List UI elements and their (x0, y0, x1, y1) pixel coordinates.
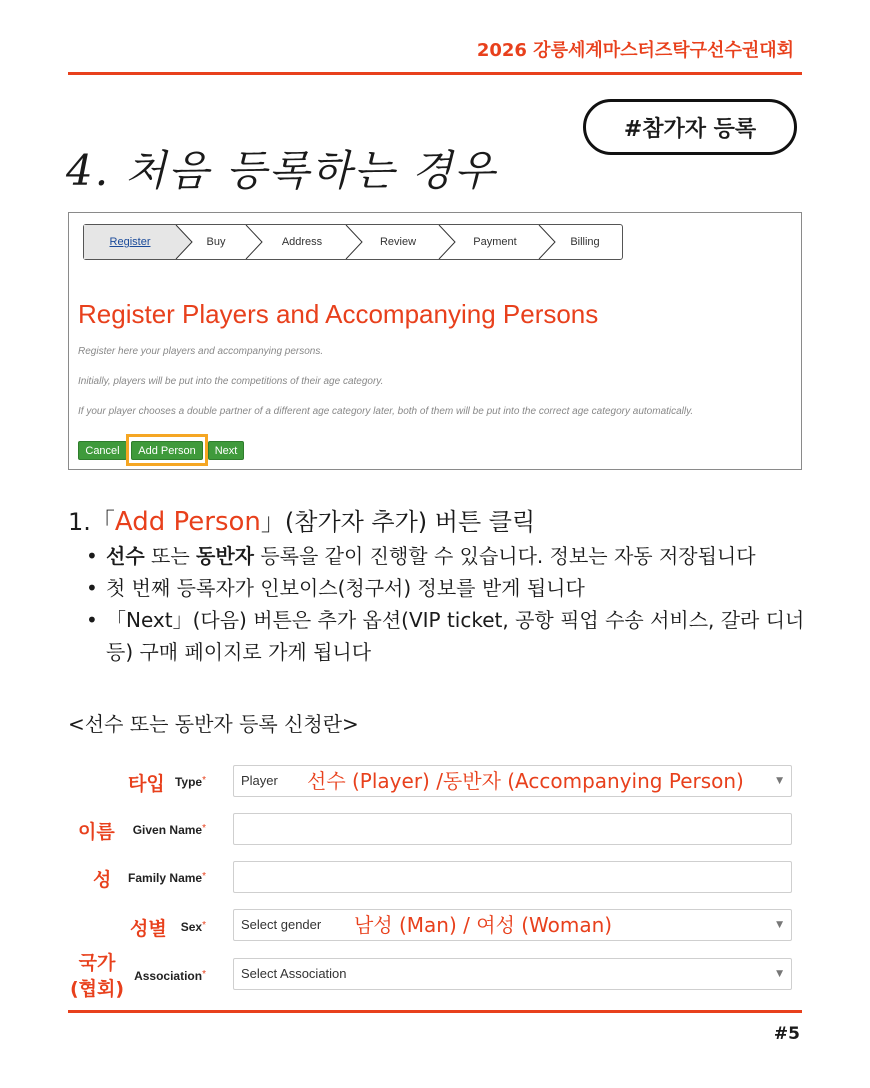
section-tag: #참가자 등록 (583, 99, 797, 155)
sex-label: Sex* (180, 920, 206, 934)
add-person-button[interactable]: Add Person (131, 441, 203, 460)
sex-value: Select gender (241, 917, 322, 932)
given-name-label: Given Name* (132, 823, 206, 837)
section-title: 4. 처음 등록하는 경우 (66, 146, 497, 195)
cancel-button[interactable]: Cancel (78, 441, 127, 460)
register-heading: Register Players and Accompanying Persons (78, 299, 599, 329)
step1-suffix: 」(참가자 추가) 버튼 클릭 (260, 508, 536, 536)
step-buy[interactable]: Buy (206, 236, 226, 248)
register-partner-line: If your player chooses a double partner of a different age category later, both of them will be put into the correct age category automatically. (78, 406, 694, 417)
chevron-down-icon: ▼ (776, 776, 783, 786)
type-select[interactable] (233, 765, 792, 797)
form-caption: <선수 또는 동반자 등록 신청란> (68, 712, 359, 736)
bullet-rest: 등록을 같이 진행할 수 있습니다. 정보는 자동 저장됩니다 (253, 544, 756, 568)
association-korean-label (70, 950, 124, 1002)
family-name-label: Family Name* (128, 871, 206, 885)
association-korean-line2: (협회) (70, 978, 125, 1000)
sex-korean-label: 성별 (130, 918, 167, 940)
bullet-item (86, 540, 806, 572)
sex-select[interactable] (233, 909, 792, 941)
instruction-bullets (86, 540, 806, 668)
bullet-companion-bold: 동반자 (196, 544, 254, 568)
checkout-steps (83, 224, 623, 260)
type-korean-label: 타입 (128, 773, 165, 795)
association-label: Association* (134, 969, 206, 983)
given-name-korean-label: 이름 (78, 821, 115, 843)
chevron-down-icon: ▼ (776, 920, 783, 930)
family-name-korean-label: 성 (93, 869, 112, 891)
step-register[interactable]: Register (109, 236, 151, 248)
bullet-item: • 「Next」(다음) 버튼은 추가 옵션(VIP ticket, 공항 픽업 수송 서비스, 갈라 디너 등) 구매 페이지로 가게 됩니다 (86, 604, 806, 668)
association-korean-line1: 국가 (78, 952, 116, 974)
add-person-highlight (126, 434, 208, 466)
bullet-item: • 첫 번째 등록자가 인보이스(청구서) 정보를 받게 됩니다 (86, 572, 806, 604)
registration-screenshot (68, 212, 802, 470)
type-annotation: 선수 (Player) /동반자 (Accompanying Person) (307, 769, 744, 793)
sex-annotation: 남성 (Man) / 여성 (Woman) (354, 913, 613, 937)
step-review[interactable]: Review (379, 236, 417, 248)
association-value: Select Association (241, 966, 347, 981)
step-payment[interactable]: Payment (473, 236, 517, 248)
bullet-player-bold: 선수 (106, 544, 145, 568)
step1-prefix: 1.「 (68, 508, 115, 536)
next-button[interactable]: Next (208, 441, 244, 460)
bullet-or: 또는 (144, 544, 196, 568)
page-number: #5 (773, 1024, 800, 1044)
association-select[interactable] (233, 958, 792, 990)
chevron-down-icon: ▼ (776, 969, 783, 979)
step1-instruction (68, 502, 535, 537)
step-address[interactable]: Address (281, 236, 323, 248)
step1-emphasis: Add Person (114, 507, 261, 537)
header-divider (68, 72, 802, 75)
family-name-field[interactable] (233, 861, 792, 893)
register-age-line: Initially, players will be put into the competitions of their age category. (78, 376, 384, 387)
step-billing[interactable]: Billing (570, 236, 600, 248)
given-name-field[interactable] (233, 813, 792, 845)
footer-divider (68, 1010, 802, 1013)
type-value: Player (241, 773, 278, 788)
register-intro-line: Register here your players and accompanying persons. (78, 346, 324, 357)
event-title: 2026 강릉세계마스터즈탁구선수권대회 (476, 40, 794, 61)
type-label: Type* (174, 775, 206, 789)
